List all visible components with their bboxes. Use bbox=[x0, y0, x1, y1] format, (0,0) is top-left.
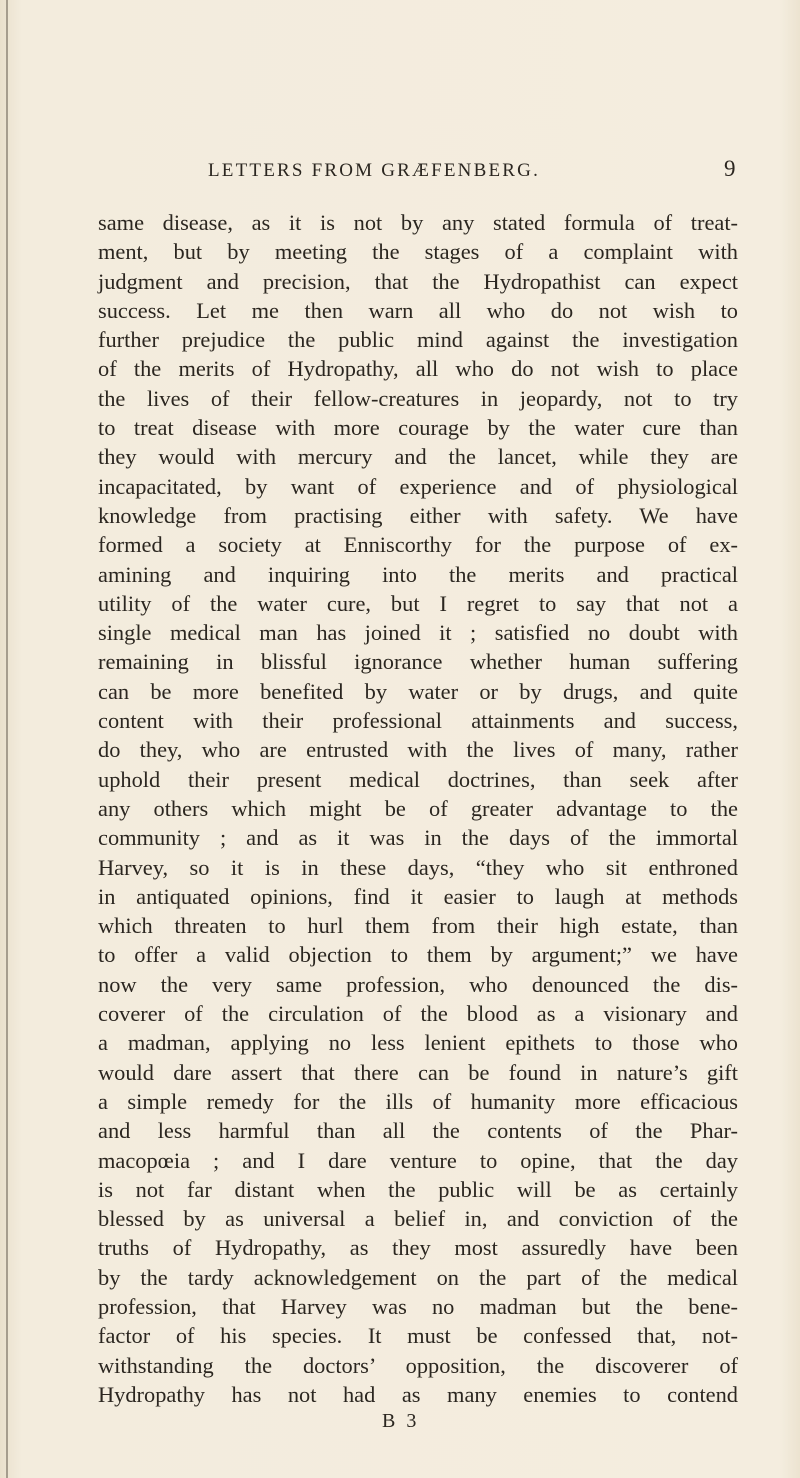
text-line: to treat disease with more courage by the water cure than bbox=[98, 415, 738, 441]
text-line: by the tardy acknowledgement on the part of the medical bbox=[98, 1264, 738, 1290]
text-line: amining and inquiring into the merits and practical bbox=[98, 561, 738, 587]
text-line: any others which might be of greater advantage to the bbox=[98, 795, 738, 821]
text-line: further prejudice the public mind against the investigation bbox=[98, 327, 738, 353]
text-line: a madman, applying no less lenient epithets to those who bbox=[98, 1030, 738, 1056]
text-line: is not far distant when the public will be as certainly bbox=[98, 1176, 738, 1202]
text-line: which threaten to hurl them from their high estate, than bbox=[98, 913, 738, 939]
text-line: content with their professional attainments and success, bbox=[98, 708, 738, 734]
text-line: remaining in blissful ignorance whether human suffering bbox=[98, 649, 738, 675]
signature-mark: B 3 bbox=[382, 1410, 420, 1432]
text-line: knowledge from practising either with safety. We have bbox=[98, 502, 738, 528]
text-line: the lives of their fellow-creatures in jeopardy, not to try bbox=[98, 385, 738, 411]
text-line: judgment and precision, that the Hydropathist can expect bbox=[98, 268, 738, 294]
text-line: they would with mercury and the lancet, while they are bbox=[98, 444, 738, 470]
body-text bbox=[98, 208, 738, 1409]
text-line: ment, but by meeting the stages of a complaint with bbox=[98, 239, 738, 265]
text-line: truths of Hydropathy, as they most assuredly have been bbox=[98, 1235, 738, 1261]
text-line: community ; and as it was in the days of the immortal bbox=[98, 825, 738, 851]
text-line: of the merits of Hydropathy, all who do not wish to place bbox=[98, 356, 738, 382]
text-line: utility of the water cure, but I regret to say that not a bbox=[98, 590, 738, 616]
binding-edge bbox=[6, 0, 8, 1478]
text-line: Hydropathy has not had as many enemies to contend bbox=[98, 1381, 738, 1407]
text-line: profession, that Harvey was no madman but the bene- bbox=[98, 1293, 738, 1319]
text-line: coverer of the circulation of the blood as a visionary and bbox=[98, 1001, 738, 1027]
text-line: uphold their present medical doctrines, than seek after bbox=[98, 766, 738, 792]
text-line: success. Let me then warn all who do not wish to bbox=[98, 297, 738, 323]
text-line: can be more benefited by water or by drugs, and quite bbox=[98, 678, 738, 704]
text-line: factor of his species. It must be confessed that, not- bbox=[98, 1323, 738, 1349]
text-line: same disease, as it is not by any stated formula of treat- bbox=[98, 210, 738, 235]
text-line: formed a society at Enniscorthy for the purpose of ex- bbox=[98, 532, 738, 558]
text-line: Harvey, so it is in these days, “they who sit enthroned bbox=[98, 854, 738, 880]
text-line: blessed by as universal a belief in, and conviction of the bbox=[98, 1206, 738, 1232]
text-line: macopœia ; and I dare venture to opine, that the day bbox=[98, 1147, 738, 1173]
text-line: incapacitated, by want of experience and of physiological bbox=[98, 473, 738, 499]
text-line: now the very same profession, who denounced the dis- bbox=[98, 971, 738, 997]
text-line: single medical man has joined it ; satisfied no doubt with bbox=[98, 620, 738, 646]
text-line: would dare assert that there can be found in nature’s gift bbox=[98, 1059, 738, 1085]
text-line: to offer a valid objection to them by argument;” we have bbox=[98, 942, 738, 968]
text-line: and less harmful than all the contents of the Phar- bbox=[98, 1118, 738, 1144]
text-line: a simple remedy for the ills of humanity more efficacious bbox=[98, 1088, 738, 1114]
text-line: do they, who are entrusted with the lives of many, rather bbox=[98, 737, 738, 763]
text-line: in antiquated opinions, find it easier to laugh at methods bbox=[98, 883, 738, 909]
running-title: LETTERS FROM GRÆFENBERG. bbox=[208, 160, 541, 181]
page-number: 9 bbox=[724, 156, 736, 181]
text-line: withstanding the doctors’ opposition, the discoverer of bbox=[98, 1352, 738, 1378]
